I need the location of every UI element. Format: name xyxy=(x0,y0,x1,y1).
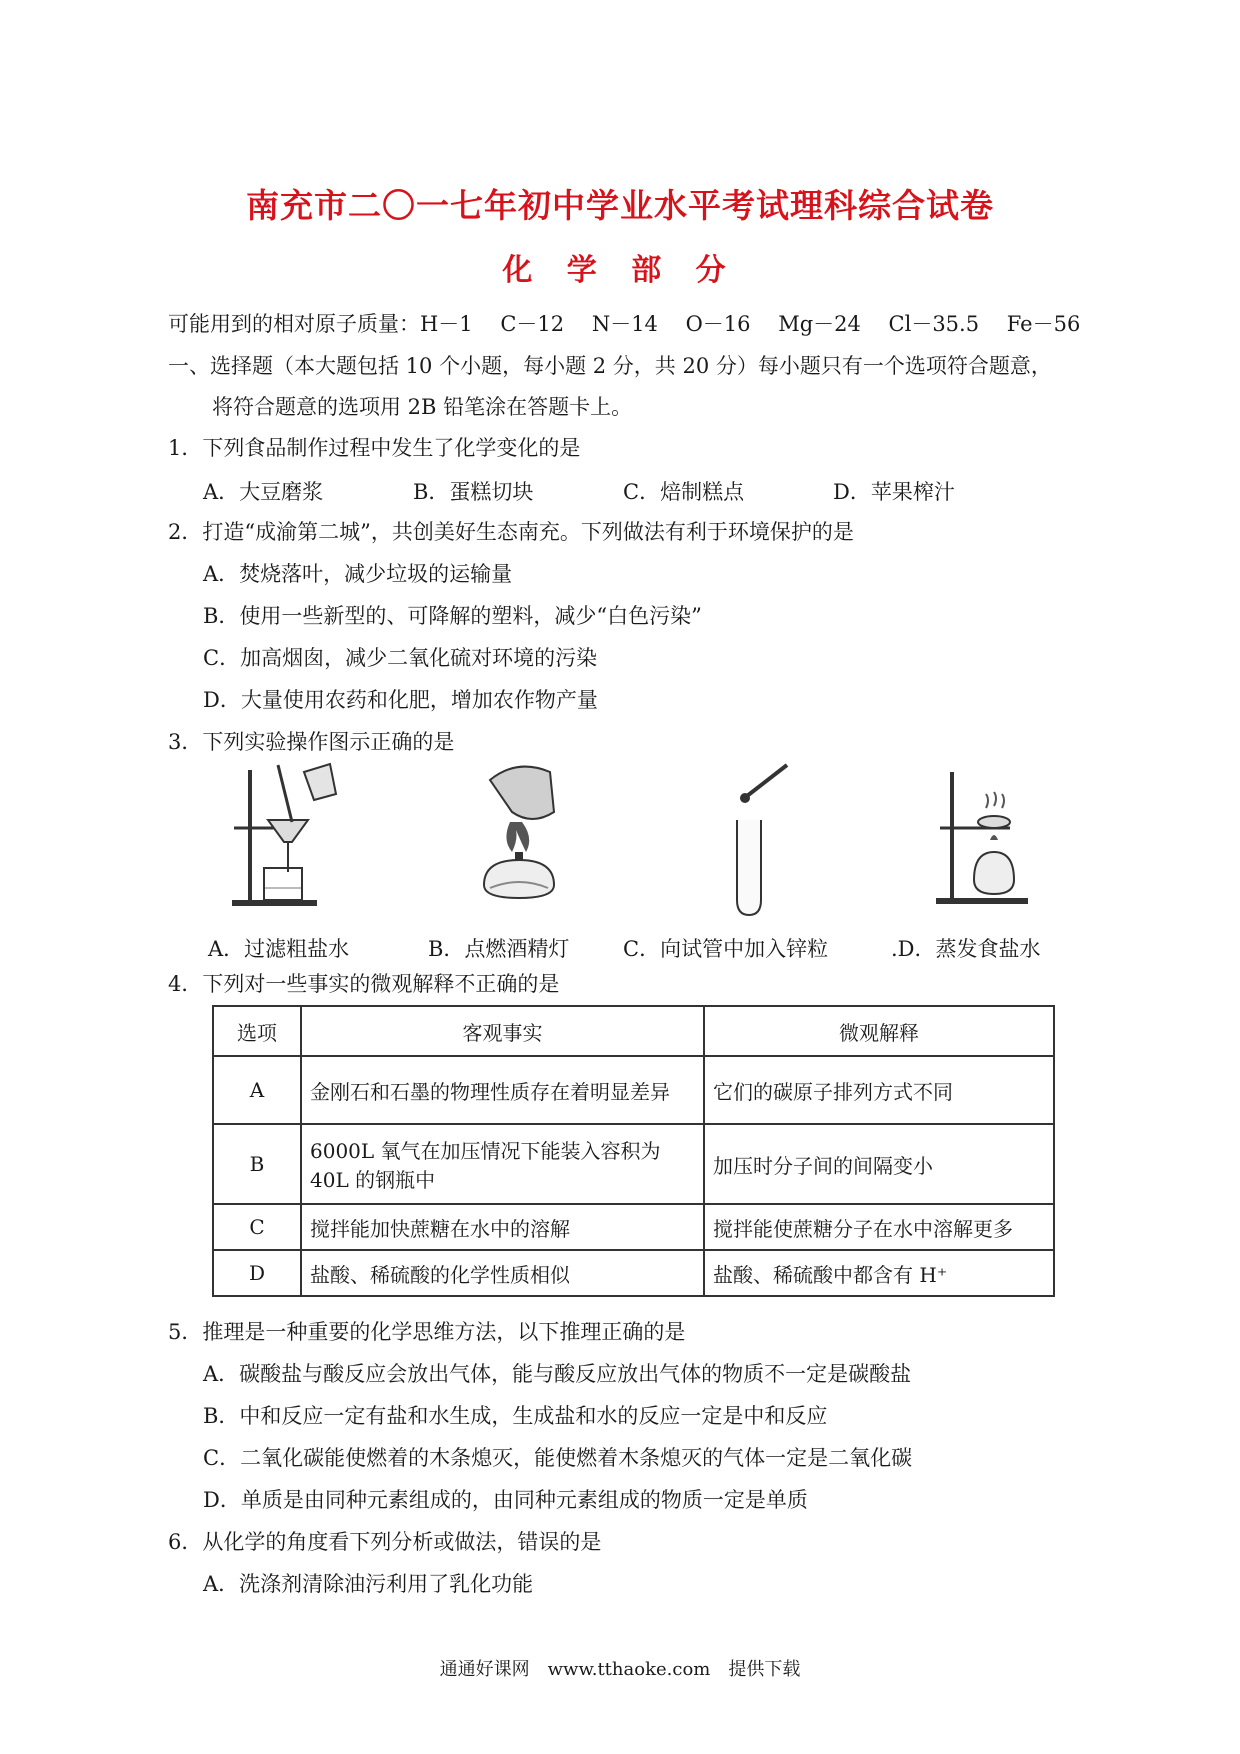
row-option: D xyxy=(213,1250,301,1296)
evaporation-apparatus-icon xyxy=(930,760,1040,910)
q5-option-c: C．二氧化碳能使燃着的木条熄灭，能使燃着木条熄灭的气体一定是二氧化碳 xyxy=(203,1446,913,1470)
q4-table xyxy=(212,1005,1055,1297)
q5-option-b: B．中和反应一定有盐和水生成，生成盐和水的反应一定是中和反应 xyxy=(203,1404,828,1428)
q3-option-d: .D．蒸发食盐水 xyxy=(891,937,1041,961)
q6-option-a: A．洗涤剂清除油污利用了乳化功能 xyxy=(203,1572,534,1596)
q1-stem: 1．下列食品制作过程中发生了化学变化的是 xyxy=(168,436,581,460)
row-option: C xyxy=(213,1204,301,1250)
table-row xyxy=(213,1056,1054,1124)
row-explanation: 它们的碳原子排列方式不同 xyxy=(704,1056,1054,1124)
row-explanation: 搅拌能使蔗糖分子在水中溶解更多 xyxy=(704,1204,1054,1250)
row-option: A xyxy=(213,1056,301,1124)
q2-option-d: D．大量使用农药和化肥，增加农作物产量 xyxy=(203,688,598,712)
q3-stem: 3．下列实验操作图示正确的是 xyxy=(168,730,455,754)
q1-option-a: A．大豆磨浆 xyxy=(203,480,324,504)
q2-option-a: A．焚烧落叶，减少垃圾的运输量 xyxy=(203,562,513,586)
table-row xyxy=(213,1124,1054,1204)
q1-option-d: D．苹果榨汁 xyxy=(833,480,955,504)
header-explanation: 微观解释 xyxy=(704,1006,1054,1056)
header-fact: 客观事实 xyxy=(301,1006,704,1056)
q1-option-b: B．蛋糕切块 xyxy=(413,480,534,504)
q5-stem: 5．推理是一种重要的化学思维方法，以下推理正确的是 xyxy=(168,1320,686,1344)
table-row xyxy=(213,1204,1054,1250)
row-fact: 金刚石和石墨的物理性质存在着明显差异 xyxy=(301,1056,704,1124)
q5-option-d: D．单质是由同种元素组成的，由同种元素组成的物质一定是单质 xyxy=(203,1488,808,1512)
header-option: 选项 xyxy=(213,1006,301,1056)
q3-figures xyxy=(200,760,1060,950)
q2-option-b: B．使用一些新型的、可降解的塑料，减少“白色污染” xyxy=(203,604,702,628)
q2-option-c: C．加高烟囱，减少二氧化硫对环境的污染 xyxy=(203,646,598,670)
q6-stem: 6．从化学的角度看下列分析或做法，错误的是 xyxy=(168,1530,602,1554)
q5-option-a: A．碳酸盐与酸反应会放出气体，能与酸反应放出气体的物质不一定是碳酸盐 xyxy=(203,1362,912,1386)
q2-stem: 2．打造“成渝第二城”，共创美好生态南充。下列做法有利于环境保护的是 xyxy=(168,520,854,544)
q1-option-c: C．焙制糕点 xyxy=(623,480,745,504)
q1-options xyxy=(203,476,1043,506)
q3-option-b: B．点燃酒精灯 xyxy=(428,937,570,961)
row-fact: 6000L 氧气在加压情况下能装入容积为 40L 的钢瓶中 xyxy=(301,1124,704,1204)
atomic-masses: 可能用到的相对原子质量：H－1 C－12 N－14 O－16 Mg－24 Cl－35.5 Fe－56 xyxy=(168,312,1081,336)
row-explanation: 盐酸、稀硫酸中都含有 H⁺ xyxy=(704,1250,1054,1296)
section-subtitle: 化 学 部 分 xyxy=(502,253,738,288)
section1-instruction-line2: 将符合题意的选项用 2B 铅笔涂在答题卡上。 xyxy=(212,395,633,419)
alcohol-lamp-icon xyxy=(462,760,572,910)
row-option: B xyxy=(213,1124,301,1204)
exam-title: 南充市二〇一七年初中学业水平考试理科综合试卷 xyxy=(246,186,994,225)
row-fact: 盐酸、稀硫酸的化学性质相似 xyxy=(301,1250,704,1296)
section1-instruction-line1: 一、选择题（本大题包括 10 个小题，每小题 2 分，共 20 分）每小题只有一个选项符合题意， xyxy=(168,354,1052,378)
table-header-row xyxy=(213,1006,1054,1056)
row-fact: 搅拌能加快蔗糖在水中的溶解 xyxy=(301,1204,704,1250)
q3-option-c: C．向试管中加入锌粒 xyxy=(623,937,829,961)
test-tube-icon xyxy=(705,760,795,920)
table-row xyxy=(213,1250,1054,1296)
row-explanation: 加压时分子间的间隔变小 xyxy=(704,1124,1054,1204)
filter-apparatus-icon xyxy=(230,760,340,910)
page-footer: 通通好课网 www.tthaoke.com 提供下载 xyxy=(439,1659,801,1680)
q3-option-a: A．过滤粗盐水 xyxy=(208,937,350,961)
q4-stem: 4．下列对一些事实的微观解释不正确的是 xyxy=(168,972,560,996)
